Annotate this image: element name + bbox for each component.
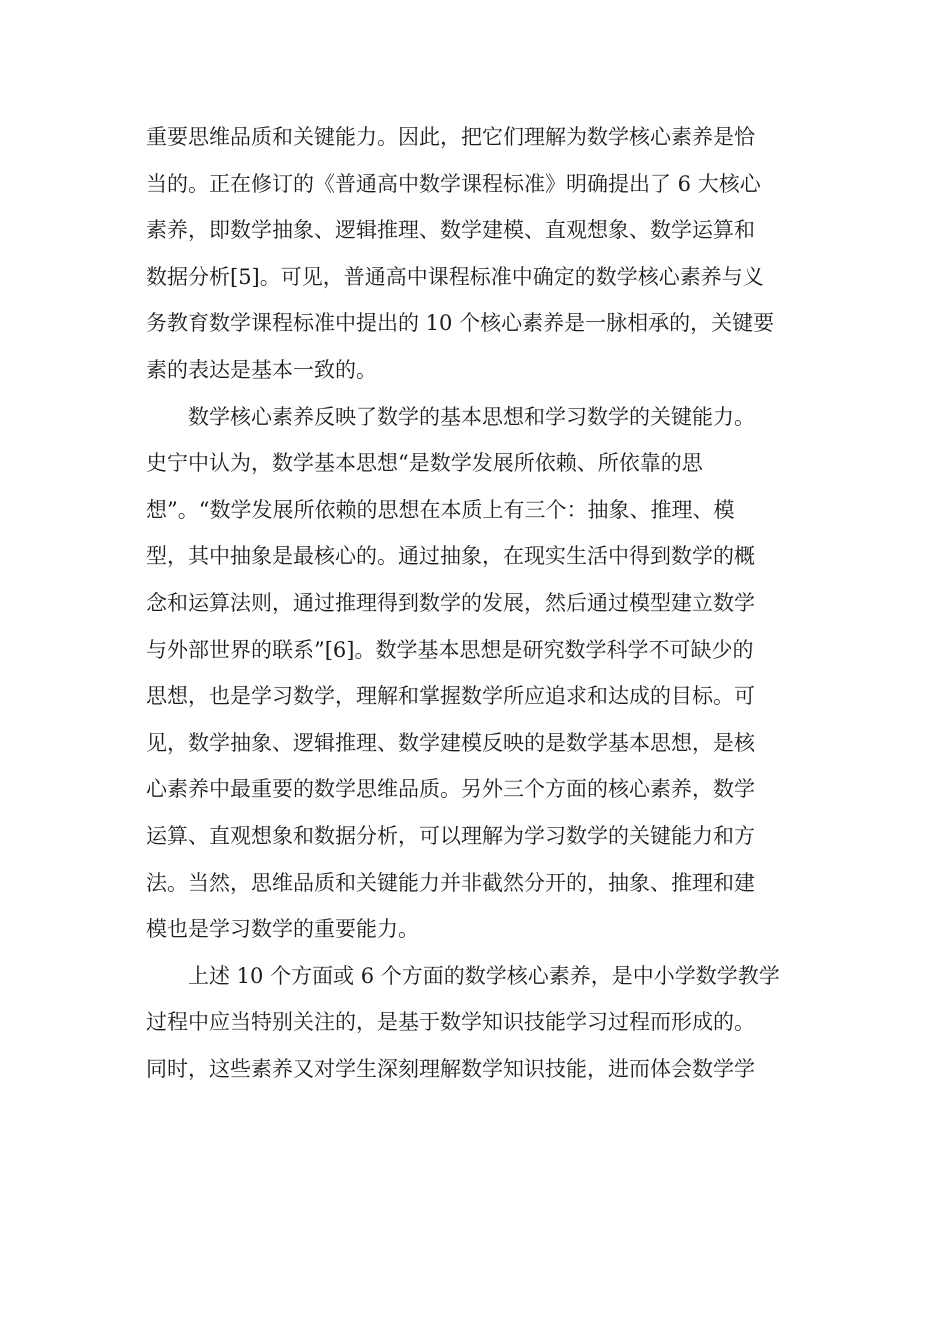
text-line: 当的。正在修订的《普通高中数学课程标准》明确提出了 6 大核心 (146, 171, 761, 196)
text-line: 运算、直观想象和数据分析，可以理解为学习数学的关键能力和方 (146, 823, 755, 848)
text-line: 念和运算法则，通过推理得到数学的发展，然后通过模型建立数学 (146, 590, 755, 615)
text-line: 同时，这些素养又对学生深刻理解数学知识技能，进而体会数学学 (146, 1056, 755, 1081)
text-line: 与外部世界的联系”[6]。数学基本思想是研究数学科学不可缺少的 (146, 637, 754, 662)
text-line: 想”。“数学发展所依赖的思想在本质上有三个：抽象、推理、模 (146, 497, 735, 522)
body-text (146, 114, 806, 1092)
text-line: 过程中应当特别关注的，是基于数学知识技能学习过程而形成的。 (146, 1010, 755, 1035)
paragraph-first-line: 上述 10 个方面或 6 个方面的数学核心素养，是中小学数学教学 (188, 963, 780, 988)
text-line: 模也是学习数学的重要能力。 (146, 917, 419, 942)
text-line: 素的表达是基本一致的。 (146, 357, 377, 382)
text-line: 数据分析[5]。可见，普通高中课程标准中确定的数学核心素养与义 (146, 264, 764, 289)
paragraph-first-line: 数学核心素养反映了数学的基本思想和学习数学的关键能力。 (188, 404, 755, 429)
text-line: 史宁中认为，数学基本思想“是数学发展所依赖、所依靠的思 (146, 451, 703, 476)
text-line: 重要思维品质和关键能力。因此，把它们理解为数学核心素养是恰 (146, 125, 755, 149)
text-line: 素养，即数学抽象、逻辑推理、数学建模、直观想象、数学运算和 (146, 218, 755, 243)
text-line: 法。当然，思维品质和关键能力并非截然分开的，抽象、推理和建 (146, 870, 755, 895)
text-line: 型，其中抽象是最核心的。通过抽象，在现实生活中得到数学的概 (146, 544, 755, 569)
text-line: 见，数学抽象、逻辑推理、数学建模反映的是数学基本思想，是核 (146, 730, 755, 755)
text-line: 务教育数学课程标准中提出的 10 个核心素养是一脉相承的，关键要 (146, 311, 775, 336)
text-line: 心素养中最重要的数学思维品质。另外三个方面的核心素养，数学 (146, 777, 755, 802)
text-line: 思想，也是学习数学，理解和掌握数学所应追求和达成的目标。可 (146, 684, 755, 709)
